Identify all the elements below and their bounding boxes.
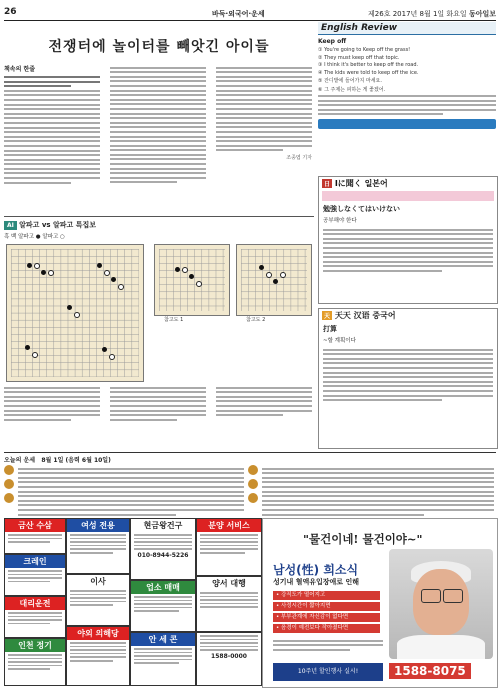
ad-subheadline: 성기내 혈액유입장애로 인해	[273, 578, 360, 586]
zodiac-rat-icon	[4, 465, 14, 475]
classified-ads	[4, 518, 260, 686]
zodiac-sheep-icon	[248, 479, 258, 489]
go-label: 알파고 vs 알파고 특집보	[19, 221, 97, 229]
ad-bullet: • 사정시간이 짧아지면	[273, 602, 380, 611]
japanese-sub: 공부해야 한다	[323, 218, 357, 224]
article-col-3	[216, 64, 312, 214]
ad-sale-banner: 10주년 할인행사 실시!	[273, 663, 383, 681]
ad-phone-number: 1588-8075	[389, 663, 471, 679]
section-title: 바둑·외국어·운세	[212, 10, 265, 18]
article-col-1	[4, 64, 100, 214]
english-title: English Review	[318, 22, 496, 35]
chinese-sub: ~할 계획이다	[323, 338, 356, 344]
go-players: 흑 백 알파고 ● 알파고 ○	[4, 234, 65, 240]
english-item: ⑤ 잔디밭에 들어가지 마세요.	[318, 78, 382, 84]
go-caption-2: 참고도 2	[246, 317, 266, 323]
article-body	[4, 64, 314, 214]
ad-box: 금산 수삼	[4, 518, 66, 554]
ad-box: 인천 정기	[4, 638, 66, 686]
japanese-badge: 日	[324, 181, 331, 188]
english-item: ④ The kids were told to keep off the ice.	[318, 69, 419, 76]
paper-logo: 동아일보	[468, 10, 496, 18]
horoscope-date: 8월 1일 (음력 6월 10일)	[41, 457, 111, 464]
ad-box: 현금왕건구 010-8944-5226	[130, 518, 196, 580]
english-review	[318, 22, 496, 172]
ad-box: 크레인	[4, 554, 66, 596]
english-keyword: Keep off	[318, 38, 347, 45]
ad-quote: "물건이네! 물건이야~"	[303, 532, 423, 546]
ad-headline: 남성(性) 희소식	[273, 563, 359, 577]
ad-box: 대리운전	[4, 596, 66, 638]
man-portrait	[389, 549, 493, 659]
go-caption-1: 참고도 1	[164, 317, 184, 323]
go-header	[4, 220, 314, 240]
go-badge: AI	[4, 221, 17, 230]
go-board-ref-1	[154, 244, 230, 316]
mens-clinic-ad	[262, 518, 498, 688]
issue-date: 2017년 8월 1일 화요일	[392, 10, 467, 18]
ad-box: 안 세 콘	[130, 632, 196, 686]
issue-number: 제26호	[368, 10, 391, 18]
ad-bullet: • 부부관계에 자신감이 없다면	[273, 613, 380, 622]
ad-box: 여성 전용	[66, 518, 130, 574]
chinese-section	[318, 308, 498, 449]
ad-box: 업소 매매	[130, 580, 196, 632]
article-col-2	[110, 64, 206, 214]
english-item: ⑥ 그 주제는 피하는 게 좋겠어.	[318, 86, 386, 93]
ad-bullet: • 음경이 예전보다 작아졌다면	[273, 624, 380, 633]
ad-box: 분양 서비스	[196, 518, 262, 576]
article-title: 전쟁터에 놀이터를 빼앗긴 아이들	[48, 39, 270, 55]
horoscope-title: 오늘의 운세	[4, 457, 36, 464]
chinese-phrase: 打算	[323, 325, 337, 333]
ad-box: 이사	[66, 574, 130, 626]
page-number: 26	[4, 7, 17, 17]
zodiac-tiger-icon	[4, 493, 14, 503]
zodiac-ox-icon	[4, 479, 14, 489]
english-item: ② They must keep off that topic.	[318, 54, 400, 61]
english-item: ③ I think it's better to keep off the road.	[318, 62, 419, 68]
page-header	[4, 6, 496, 21]
ad-box: 양서 대행	[196, 576, 262, 632]
article-byline: 조종엽 기자	[286, 154, 312, 161]
ad-phone: 1588-0000	[211, 652, 247, 660]
chinese-badge: 天	[324, 313, 331, 320]
ad-box: 야외 의해당	[66, 626, 130, 686]
zodiac-horse-icon	[248, 465, 258, 475]
english-item: ① You're going to Keep off the grass!	[318, 47, 411, 53]
japanese-title: Iに聞く 일본어	[334, 179, 388, 188]
chinese-title: 天天 汉语 중국어	[334, 311, 396, 320]
right-column	[318, 22, 496, 447]
ad-box	[196, 632, 262, 686]
horoscope-section	[4, 452, 496, 515]
go-board-main	[6, 244, 144, 382]
zodiac-monkey-icon	[248, 493, 258, 503]
ad-phone: 010-8944-5226	[137, 551, 189, 559]
japanese-phrase: 勉強しなくてはいけない	[323, 205, 400, 213]
japanese-section	[318, 176, 498, 304]
go-board-ref-2	[236, 244, 312, 316]
header-right	[368, 9, 496, 19]
ad-bullet: • 강직도가 떨어지고	[273, 591, 380, 600]
english-ad-bar	[318, 119, 496, 129]
article-subhead: 책속의 한줄	[4, 66, 36, 73]
left-column	[4, 22, 314, 447]
